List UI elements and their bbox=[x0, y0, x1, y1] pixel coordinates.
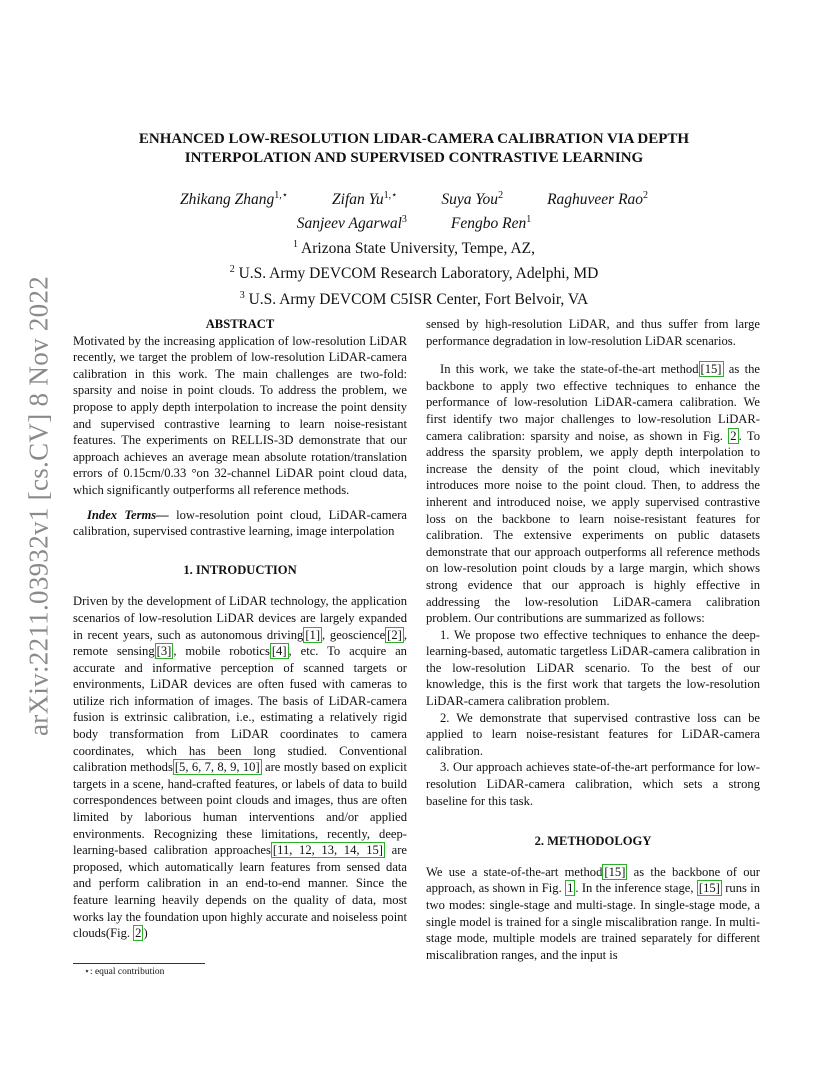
intro-paragraph: Driven by the development of LiDAR technology, the application scenarios of low-resolution LiDAR devices are largely expanded in recent years, such as autonomous driving [1] , geoscience [2] , remote sensing [3] , mobile robotics [4] , etc. To acquire an accurate and informative perception of scanned targets or environments, LiDAR devices are often fused with cameras to utilize rich information of images. The basis of LiDAR-camera fusion is extrinsic calibration, i.e., estimating a relatively rigid body transformation from LiDAR coordinates to camera coordinates, which has been long studied. Conventional calibration methods [5, 6, 7, 8, 9, 10] are mostly based on explicit targets in a scene, hand-crafted features, or labels of data to build correspondences between point clouds and images, thus are often limited by laborious human interventions and/or applied environments. Recognizing these limitations, recently, deep-learning-based calibration approaches [11, 12, 13, 14, 15] are proposed, which automatically learn features from sensed data and perform calibration in an end-to-end manner. Since the feature learning heavily depends on the quality of data, most works lay the foundation upon highly accurate and noiseless point clouds(Fig. 2 ) bbox=[73, 594, 408, 941]
contribution-item-1: 1. We propose two effective techniques to enhance the deep-learning-based, automatic targetless LiDAR-camera calibration in the low-resolution LiDAR scenario. To the best of our knowledge, this is the first work that targets the low-resolution LiDAR-camera calibration problem. bbox=[426, 627, 760, 709]
author-name: Fengbo Ren$^1$ bbox=[450, 214, 532, 233]
abstract-heading: ABSTRACT bbox=[205, 317, 275, 331]
footnote: ⋆: equal contribution bbox=[84, 967, 165, 977]
author-line-1 bbox=[80, 186, 748, 210]
right-column bbox=[426, 316, 760, 963]
abstract-text: Motivated by the increasing application of low-resolution LiDAR recently, we target the problem of low-resolution LiDAR-camera calibration in this work. The main challenges are two-fold: sparsity and noise in point clouds. To address the problem, we propose to apply depth interpolation to increase the point density and supervised contrastive learning to learn noise-resistant features. The experiments on RELLIS-3D demonstrate that our approach achieves an average mean absolute rotation/translation errors of 0.15cm/0.33 °on 32-channel LiDAR point cloud data, which significantly outperforms all reference methods. bbox=[73, 333, 407, 497]
author-name: Suya You$^2$ bbox=[441, 190, 504, 209]
citation-link[interactable]: [3] bbox=[156, 644, 172, 659]
title-line-1: ENHANCED LOW-RESOLUTION LIDAR-CAMERA CALIBRATION VIA DEPTH bbox=[138, 131, 690, 147]
citation-link[interactable]: [1] bbox=[305, 627, 321, 642]
author-name: Sanjeev Agarwal$^3$ bbox=[296, 214, 407, 233]
affiliation: $^1$ Arizona State University, Tempe, AZ, bbox=[293, 239, 535, 258]
citation-link[interactable]: [15] bbox=[700, 362, 722, 377]
author-name: Raghuveer Rao$^2$ bbox=[547, 190, 649, 209]
figure-link[interactable]: 2 bbox=[730, 428, 737, 443]
paper-title bbox=[80, 130, 748, 168]
intro-continuation: sensed by high-resolution LiDAR, and thus suffer from large performance degradation in low-resolution LiDAR scenarios. bbox=[426, 317, 760, 348]
citation-link[interactable]: [15] bbox=[604, 864, 626, 879]
contribution-paragraph: In this work, we take the state-of-the-art method [15] as the backbone to apply two effective techniques to enhance the performance of low-resolution LiDAR-camera calibration. We first identify two major challenges to low-resolution LiDAR-camera calibration: sparsity and noise, as shown in Fig. 2 . To address the sparsity problem, we apply depth interpolation to increase the density of the point cloud, which inevitably introduces more noise to the point cloud. Then, to address the inherent and introduced noise, we apply supervised contrastive loss on the backbone to learn noise-resistant features for calibration. The extensive experiments on public datasets demonstrate that our approach outperforms all reference methods on low-resolution point clouds by a large margin, which shows strong evidence that our approach is highly effective in addressing the low-resolution LiDAR-camera calibration problem. Our contributions are summarized as follows: bbox=[426, 362, 760, 626]
citation-link[interactable]: [2] bbox=[387, 627, 402, 642]
arxiv-identifier: arXiv:2211.03932v1 [cs.CV] 8 Nov 2022 bbox=[23, 275, 54, 737]
footnote-rule bbox=[73, 963, 205, 964]
citation-link[interactable]: [15] bbox=[698, 881, 720, 896]
author-name: Zifan $Yu^{1,⋆}$ bbox=[332, 190, 398, 209]
methodology-paragraph: We use a state-of-the-art method [15] as the backbone of our approach, as shown in Fig. 1 . In the inference stage, [15] runs in two modes: single-stage and multi-stage. In single-stage mode, a single model is trained for a single miscalibration range. In multi-stage mode, multiple models are trained separately for different miscalibration ranges, and the input is bbox=[426, 864, 761, 962]
citation-link[interactable]: [4] bbox=[271, 644, 287, 659]
affiliation: $^2$ U.S. Army DEVCOM Research Laboratory, Adelphi, MD bbox=[229, 264, 599, 283]
citation-link[interactable]: [11, 12, 13, 14, 15] bbox=[272, 843, 383, 858]
contribution-item-3: 3. Our approach achieves state-of-the-art performance for low-resolution LiDAR-camera calibration, which sets a strong baseline for this task. bbox=[426, 760, 760, 808]
author-line-2 bbox=[80, 210, 748, 234]
methodology-heading: 2. METHODOLOGY bbox=[534, 834, 652, 849]
author-block bbox=[80, 186, 748, 310]
intro-heading: 1. INTRODUCTION bbox=[183, 562, 297, 577]
citation-link[interactable]: [5, 6, 7, 8, 9, 10] bbox=[174, 760, 260, 775]
index-terms: Index Terms— low-resolution point cloud, LiDAR-camera calibration, supervised contrastive learning, image interpolation bbox=[73, 507, 407, 539]
figure-link[interactable]: 2 bbox=[135, 926, 142, 941]
affiliation: $^3$ U.S. Army DEVCOM C5ISR Center, Fort Belvoir, VA bbox=[239, 289, 589, 308]
left-column bbox=[73, 316, 407, 942]
author-name: Zhikang Zhang$^{1,⋆}$ bbox=[179, 190, 289, 209]
figure-link[interactable]: 1 bbox=[567, 881, 574, 896]
contribution-item-2: 2. We demonstrate that supervised contrastive loss can be applied to learn noise-resistant features for LiDAR-camera calibration. bbox=[426, 710, 760, 758]
title-line-2: INTERPOLATION AND SUPERVISED CONTRASTIVE LEARNING bbox=[184, 150, 644, 166]
